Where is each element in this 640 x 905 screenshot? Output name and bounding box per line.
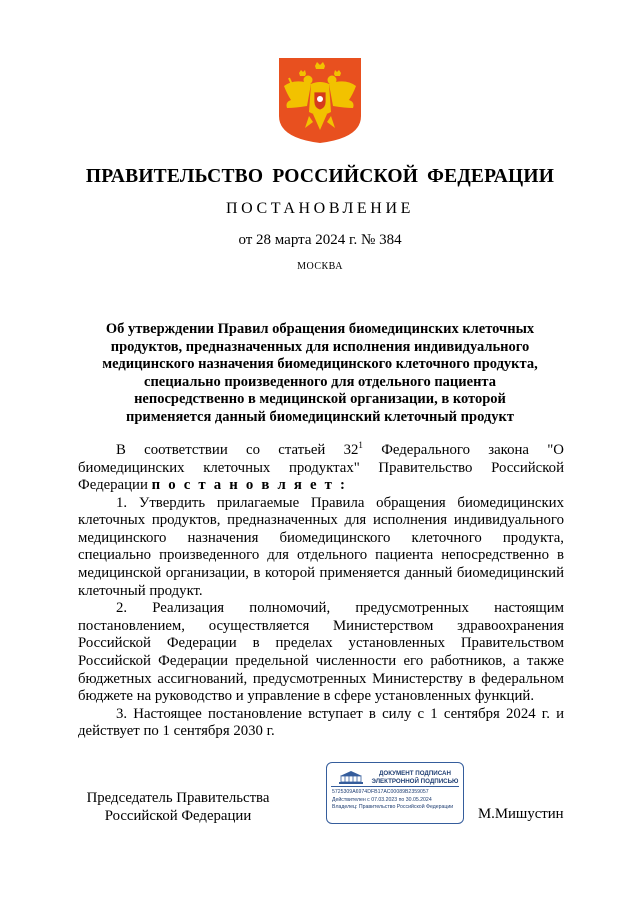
electronic-signature-stamp: [326, 762, 464, 824]
signatory-position-line-2: Российской Федерации: [104, 807, 252, 824]
stamp-divider: [331, 786, 459, 787]
preamble-paragraph: [78, 437, 564, 495]
document-heading: Об утверждении Правил обращения биомедицинских клеточных продуктов, предназначенных для исполнения индивидуального медицинского назначения биомедицинского клеточного продукта, специально произведенного для отдельного пациента непосредственно в медицинской организации, в которой применяется данный биомедицинский клеточный продукт: [102, 321, 538, 425]
paragraph-2: 2. Реализация полномочий, предусмотренных настоящим постановлением, осуществляется Министерством здравоохранения Российской Федерации в пределах установленных Правительством Российской Федерации предельной численности его работников, а также бюджетных ассигнований, предусмотренных Министерству в федеральном бюджете на руководство и управление в сфере установленных функций.: [78, 600, 564, 705]
government-building-icon: [337, 769, 365, 785]
stamp-validity: Действителен с 07.03.2023 по 30.05.2024: [332, 797, 432, 803]
signer-name: М.Мишустин: [478, 806, 564, 822]
preamble-before: В соответствии со статьей 32: [116, 441, 359, 458]
russian-coat-of-arms-icon: [275, 56, 365, 144]
signatory-position: [78, 790, 278, 825]
document-date-number: от 28 марта 2024 г. № 384: [238, 232, 402, 248]
decree-word: п о с т а н о в л я е т :: [151, 477, 348, 494]
signatory-position-line-1: Председатель Правительства: [86, 790, 270, 806]
preamble-after: Федерального закона "О биомедицинских клеточных продуктах" Правительство Российской Федерации: [78, 441, 564, 494]
government-title: ПРАВИТЕЛЬСТВО РОССИЙСКОЙ ФЕДЕРАЦИИ: [85, 166, 555, 187]
stamp-owner: Владелец: Правительство Российской Федерации: [332, 804, 454, 810]
stamp-title-line-2: ЭЛЕКТРОННОЙ ПОДПИСЬЮ: [371, 777, 459, 785]
paragraph-3: 3. Настоящее постановление вступает в силу с 1 сентября 2024 г. и действует по 1 сентября 2030 г.: [78, 705, 564, 740]
document-city: МОСКВА: [297, 261, 343, 272]
paragraph-1: 1. Утвердить прилагаемые Правила обращения биомедицинских клеточных продуктов, предназначенных для исполнения индивидуального медицинского назначения биомедицинского клеточного продукта, специально произведенного для отдельного пациента непосредственно в медицинской организации, в которой применяется данный биомедицинский клеточный продукт.: [78, 494, 564, 599]
stamp-title-line-1: ДОКУМЕНТ ПОДПИСАН: [379, 770, 451, 777]
document-body: [78, 437, 564, 741]
stamp-certificate: 5725309A6974DFB17AC00089B2359057: [332, 789, 429, 795]
stamp-title: [369, 770, 461, 785]
article-superscript: 1: [358, 440, 363, 450]
document-type: ПОСТАНОВЛЕНИЕ: [226, 200, 414, 217]
